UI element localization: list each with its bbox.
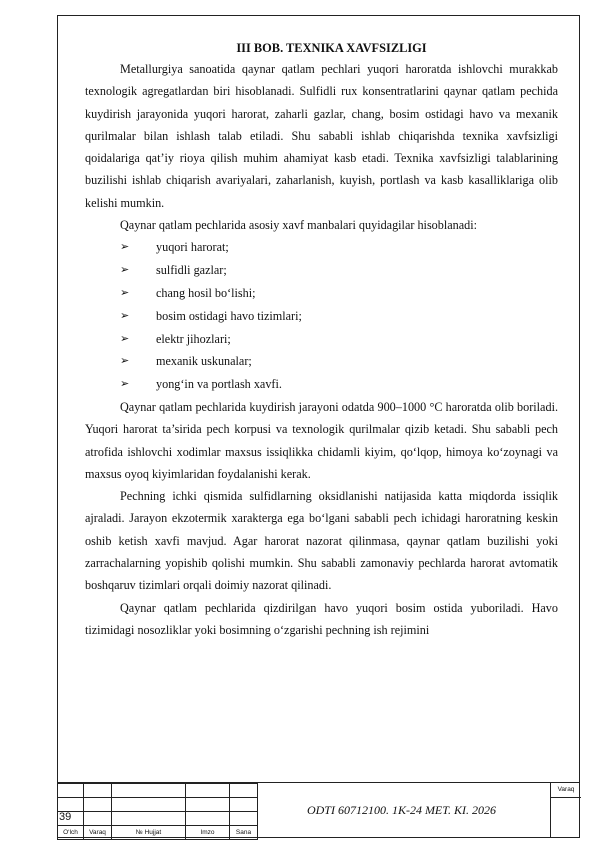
hazard-list — [85, 236, 558, 396]
column-varaq: Varaq — [84, 826, 112, 840]
list-item: ➢ bosim ostidagi havo tizimlari; — [85, 305, 558, 328]
list-item: ➢ yong‘in va portlash xavfi. — [85, 373, 558, 396]
arrow-bullet-icon: ➢ — [120, 378, 130, 391]
column-olch: O‘lch — [58, 826, 84, 840]
sheet-box — [550, 783, 581, 838]
page-number: 39 — [59, 811, 72, 823]
list-item: ➢ chang hosil bo‘lishi; — [85, 282, 558, 305]
list-item: ➢ yuqori harorat; — [85, 236, 558, 259]
chapter-title: III BOB. TEXNIKA XAVFSIZLIGI — [236, 41, 427, 55]
paragraph-pressure: Qaynar qatlam pechlarida qizdirilgan havo yuqori bosim ostida yuboriladi. Havo tizimidagi nosozliklar yoki bosimning o‘zgarishi pechning ish rejimini — [85, 600, 558, 637]
paragraph-temperature: Qaynar qatlam pechlarida kuydirish jarayoni odatda 900–1000 °C haroratda olib boriladi. Yuqori harorat ta’sirida pech korpusi va texnologik qurilmalar qizib ketadi. Shu sababli pech atrofida ishlovchi xodimlar maxsus issiqlikka chidamli kiyim, qo‘lqop, himoya ko‘zoynagi va maxsus oyoq kiyimlaridan foydalanishi kerak. — [85, 399, 558, 481]
document-code: ODTI 60712100. 1K-24 MET. KI. 2026 — [306, 803, 497, 817]
title-block-stamp — [57, 782, 580, 839]
arrow-bullet-icon: ➢ — [120, 286, 130, 299]
stamp-grid — [57, 783, 258, 840]
column-imzo: Imzo — [186, 826, 230, 840]
sheet-label: Varaq — [557, 786, 575, 793]
arrow-bullet-icon: ➢ — [120, 264, 130, 277]
arrow-bullet-icon: ➢ — [120, 309, 130, 322]
list-item: ➢ elektr jihozlari; — [85, 328, 558, 351]
sheet-divider — [551, 797, 581, 798]
column-sana: Sana — [230, 826, 258, 840]
paragraph-lead: Qaynar qatlam pechlarida asosiy xavf manbalari quyidagilar hisoblanadi: — [120, 218, 478, 233]
document-body — [85, 38, 558, 641]
list-item: ➢ mexanik uskunalar; — [85, 350, 558, 373]
arrow-bullet-icon: ➢ — [120, 355, 130, 368]
paragraph-intro: Metallurgiya sanoatida qaynar qatlam pechlari yuqori haroratda ishlovchi murakkab texnologik agregatlardan biri hisoblanadi. Sulfidli rux konsentratlarini qaynar qatlam pechida kuydirish jarayonida yuqori harorat, zaharli gazlar, chang, bosim ostidagi havo va mexanik qurilmalar bilan ishlash talab etiladi. Shu sababli ishlab chiqarishda texnika xavfsizligi qoidalariga qat’iy rioya qilish muhim ahamiyat kasb etadi. Texnika xavfsizligi talablarining buzilishi ishlab chiqarish avariyalari, zaharlanish, kuyish, portlash va kasb kasalliklariga olib kelishi mumkin. — [85, 62, 558, 210]
arrow-bullet-icon: ➢ — [120, 332, 130, 345]
column-hujjat: № Hujjat — [112, 826, 186, 840]
list-item: ➢ sulfidli gazlar; — [85, 259, 558, 282]
arrow-bullet-icon: ➢ — [120, 241, 130, 254]
paragraph-oxidation: Pechning ichki qismida sulfidlarning oksidlanishi natijasida katta miqdorda issiqlik ajraladi. Jarayon ekzotermik xarakterga ega bo‘lgani sababli pech ichidagi haroratning keskin oshib ketish xavfi mavjud. Agar harorat nazorat qilinmasa, qaynar qatlam buzilishi yoki zarrachalarning yopishib qolishi mumkin. Shu sababli zamonaviy pechlarda harorat avtomatik boshqaruv tizimlari orqali doimiy nazorat qilinadi. — [85, 489, 558, 593]
